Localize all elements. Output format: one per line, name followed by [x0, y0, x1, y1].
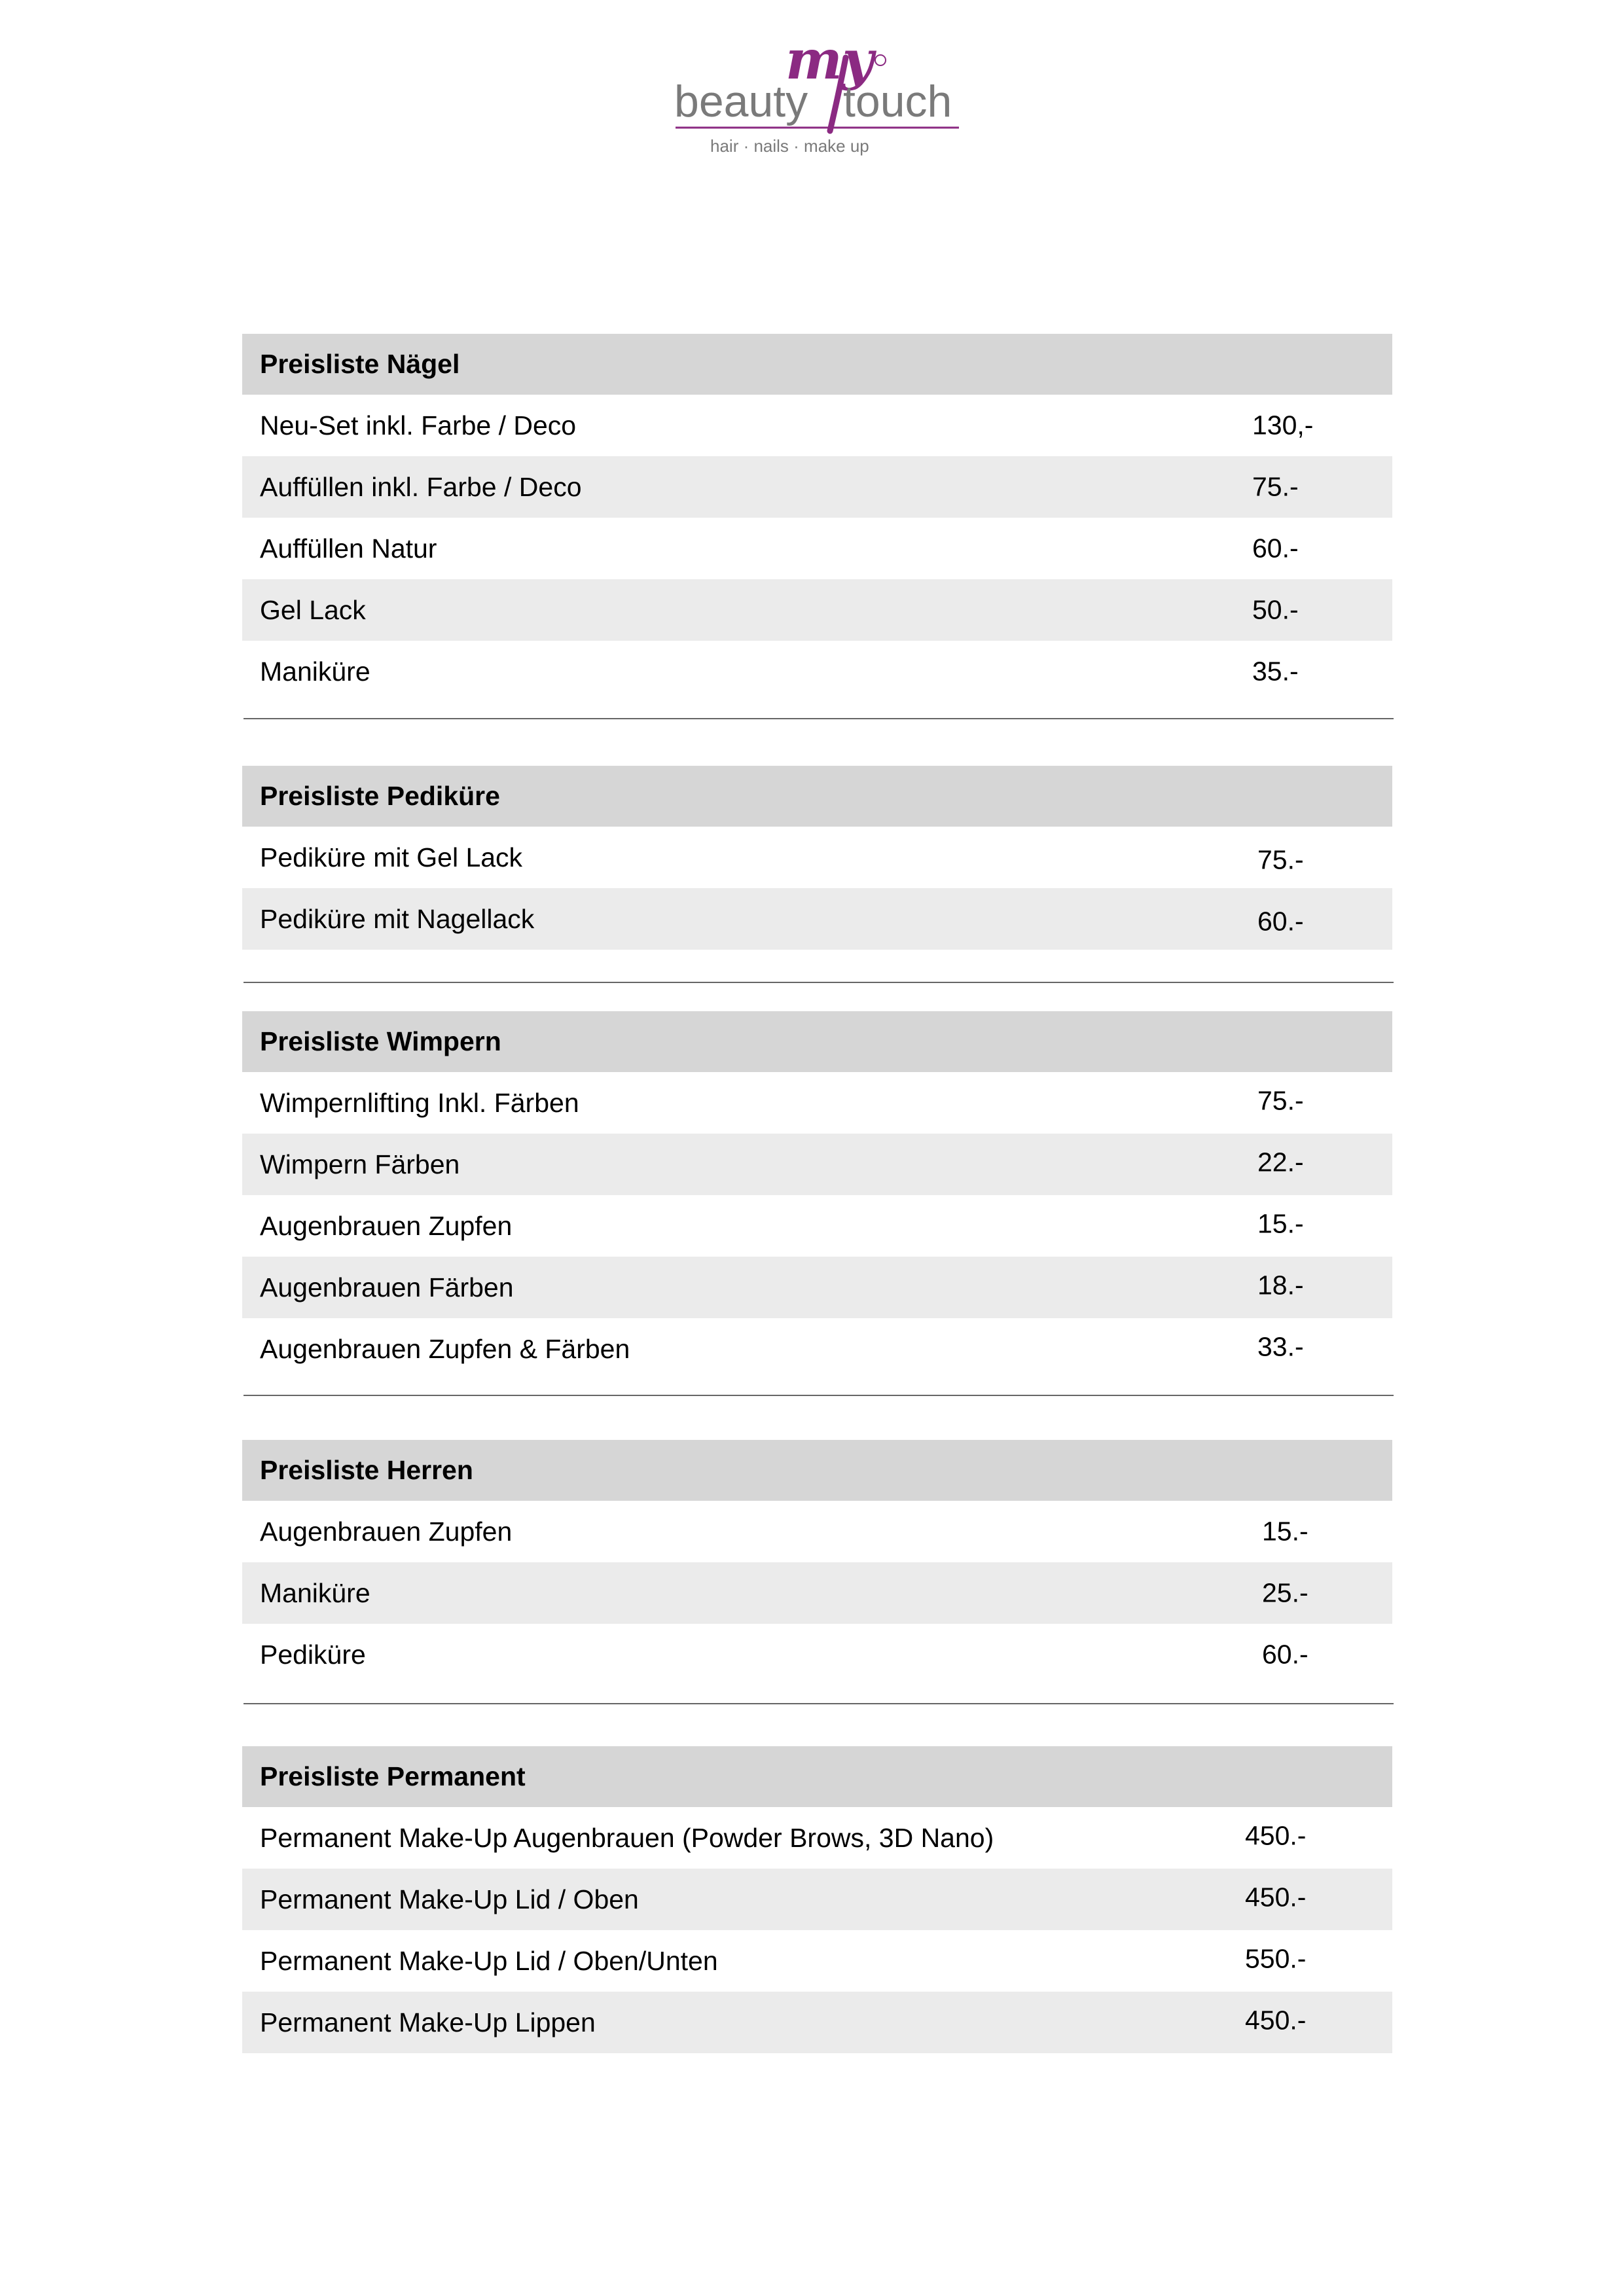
price-row [242, 456, 1392, 518]
price-row [242, 888, 1392, 950]
service-price: 450.- [1245, 1882, 1307, 1912]
service-name: Maniküre [260, 1577, 370, 1608]
section-herren [242, 1440, 1392, 1685]
section-permanent [242, 1746, 1392, 2053]
price-row [242, 1072, 1392, 1134]
price-row [242, 1257, 1392, 1318]
service-name: Neu-Set inkl. Farbe / Deco [260, 410, 577, 440]
section-divider [244, 718, 1394, 719]
service-price: 50.- [1252, 594, 1299, 625]
price-row [242, 1869, 1392, 1930]
price-row [242, 1134, 1392, 1195]
service-name: Permanent Make-Up Lid / Oben [260, 1884, 639, 1914]
logo-beauty: beauty [674, 77, 808, 126]
logo-registered-circle [875, 55, 886, 65]
service-name: Wimpernlifting Inkl. Färben [260, 1087, 579, 1118]
price-row [242, 1992, 1392, 2053]
service-name: Augenbrauen Färben [260, 1272, 514, 1302]
section-title: Preisliste Pediküre [242, 766, 1392, 827]
price-row [242, 827, 1392, 888]
service-name: Maniküre [260, 656, 370, 687]
service-name: Gel Lack [260, 594, 366, 625]
section-divider [244, 1703, 1394, 1704]
service-price: 25.- [1262, 1577, 1308, 1608]
logo-touch: touch [843, 77, 952, 126]
service-name: Augenbrauen Zupfen [260, 1516, 513, 1547]
price-row [242, 1318, 1392, 1380]
service-price: 18.- [1257, 1270, 1304, 1300]
price-row [242, 1562, 1392, 1624]
service-name: Augenbrauen Zupfen & Färben [260, 1333, 630, 1364]
section-title: Preisliste Permanent [242, 1746, 1392, 1807]
price-row [242, 1807, 1392, 1869]
section-naegel [242, 334, 1392, 702]
service-price: 15.- [1257, 1208, 1304, 1239]
service-name: Pediküre [260, 1639, 366, 1670]
service-name: Pediküre mit Gel Lack [260, 842, 523, 872]
service-name: Augenbrauen Zupfen [260, 1210, 513, 1241]
service-price: 450.- [1245, 1820, 1307, 1851]
service-price: 130,- [1252, 410, 1314, 440]
service-price: 60.- [1252, 533, 1299, 564]
price-row [242, 641, 1392, 702]
section-wimpern [242, 1011, 1392, 1380]
service-price: 35.- [1252, 656, 1299, 687]
price-row [242, 1624, 1392, 1685]
price-row [242, 518, 1392, 579]
price-row [242, 1930, 1392, 1992]
service-name: Permanent Make-Up Lippen [260, 2007, 596, 2037]
service-name: Permanent Make-Up Lid / Oben/Unten [260, 1945, 718, 1976]
service-price: 450.- [1245, 2005, 1307, 2036]
price-row [242, 579, 1392, 641]
price-row [242, 1195, 1392, 1257]
section-title: Preisliste Wimpern [242, 1011, 1392, 1072]
section-title: Preisliste Nägel [242, 334, 1392, 395]
service-name: Auffüllen Natur [260, 533, 437, 564]
service-price: 550.- [1245, 1943, 1307, 1974]
service-name: Auffüllen inkl. Farbe / Deco [260, 471, 582, 502]
service-price: 75.- [1257, 844, 1304, 875]
service-price: 33.- [1257, 1331, 1304, 1362]
service-price: 60.- [1257, 906, 1304, 937]
logo-mark [674, 33, 975, 164]
service-price: 60.- [1262, 1639, 1308, 1670]
section-title: Preisliste Herren [242, 1440, 1392, 1501]
section-divider [244, 1395, 1394, 1396]
price-row [242, 395, 1392, 456]
price-row [242, 1501, 1392, 1562]
brand-logo [674, 33, 975, 164]
service-name: Pediküre mit Nagellack [260, 903, 535, 934]
logo-tagline: hair · nails · make up [710, 136, 869, 156]
section-divider [244, 982, 1394, 983]
service-price: 15.- [1262, 1516, 1308, 1547]
service-name: Wimpern Färben [260, 1149, 460, 1179]
service-price: 75.- [1252, 471, 1299, 502]
section-pedikuere [242, 766, 1392, 950]
logo-script: my [785, 33, 874, 92]
service-price: 75.- [1257, 1085, 1304, 1116]
service-price: 22.- [1257, 1147, 1304, 1177]
service-name: Permanent Make-Up Augenbrauen (Powder Brows, 3D Nano) [260, 1822, 994, 1853]
